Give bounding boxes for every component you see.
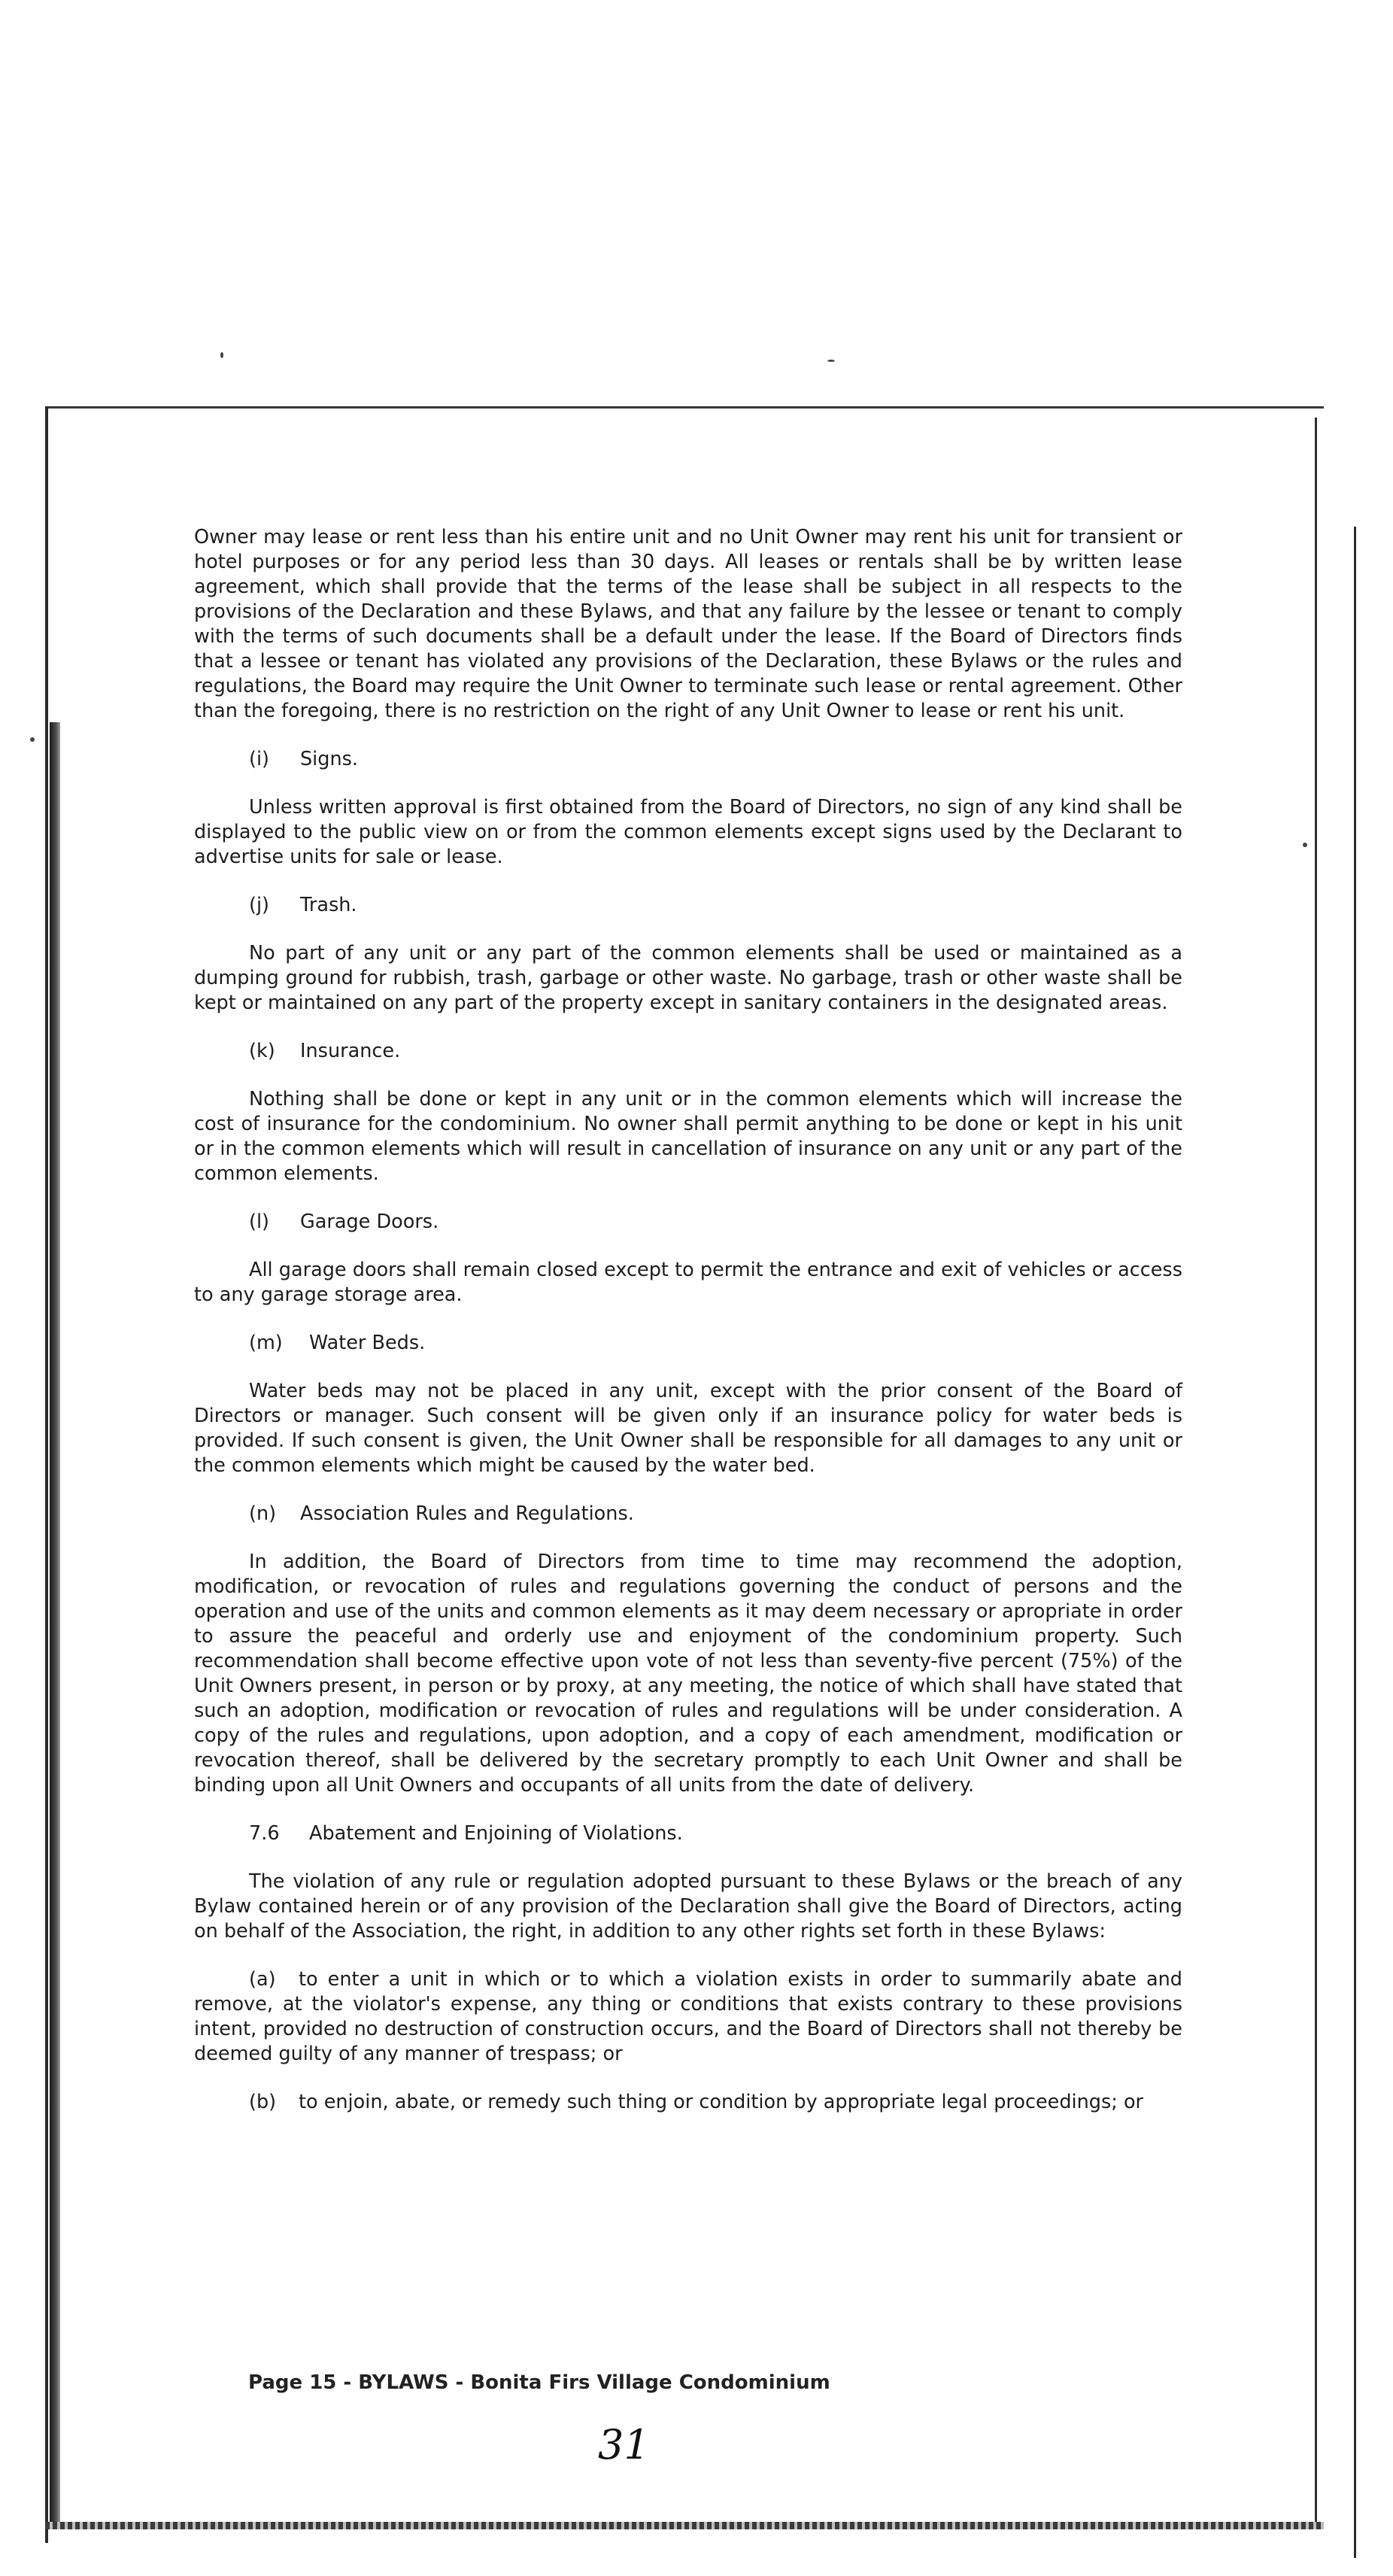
section-title: Association Rules and Regulations. xyxy=(300,1502,634,1525)
section-number: (m) xyxy=(249,1332,283,1354)
scan-edge-right xyxy=(1354,527,1356,2558)
scan-shadow-left xyxy=(50,722,60,2528)
section-title: Abatement and Enjoining of Violations. xyxy=(309,1822,683,1845)
section-body-7-6: The violation of any rule or regulation adopted pursuant to these Bylaws or the breach of any Bylaw contained herein or of any provision of the Declaration shall give the Board of Directors, acting on behalf of the Association, the right, in addition to any other rights set forth in these Bylaws: xyxy=(194,1870,1182,1943)
section-body-signs: Unless written approval is first obtained from the Board of Directors, no sign of any kind shall be displayed to the public view on or from the common elements except signs used by the Declarant to advertise units for sale or lease. xyxy=(194,796,1182,868)
page-footer: Page 15 - BYLAWS - Bonita Firs Village Condominium xyxy=(248,2371,830,2394)
section-heading-signs xyxy=(249,747,1182,772)
section-body-water-beds: Water beds may not be placed in any unit, except with the prior consent of the Board of Directors or manager. Such consent will be given only if an insurance policy for water beds is provided. If such consent is given, the Unit Owner shall be responsible for all damages to any unit or the common elements which might be caused by the water bed. xyxy=(194,1380,1182,1477)
section-number: (n) xyxy=(249,1502,277,1525)
section-number: (i) xyxy=(249,748,269,770)
list-item-text: to enter a unit in which or to which a violation exists in order to summarily abate and remove, at the violator's expense, any thing or conditions that exists contrary to these provisions intent, provided no destruction of construction occurs, and the Board of Directors shall not thereby be deemed guilty of any manner of trespass; or xyxy=(194,1968,1182,2065)
list-item-label: (a) xyxy=(249,1968,276,1991)
list-item xyxy=(194,2090,1182,2115)
scan-speck xyxy=(220,352,223,358)
document-body xyxy=(194,525,1182,2138)
scan-speck xyxy=(1303,843,1307,847)
section-heading-trash xyxy=(249,893,1182,918)
section-number: (j) xyxy=(249,894,269,916)
section-heading-7-6 xyxy=(249,1821,1182,1846)
page-border-bottom xyxy=(45,2522,1324,2529)
section-title: Trash. xyxy=(300,894,357,916)
section-body-association-rules: In addition, the Board of Directors from time to time may recommend the adoption, modification, or revocation of rules and regulations governing the conduct of persons and the operation and use of the units and common elements as it may deem necessary or apropriate in order to assure the peaceful and orderly use and enjoyment of the condominium property. Such recommendation shall become effective upon vote of not less than seventy-five percent (75%) of the Unit Owners present, in person or by proxy, at any meeting, the notice of which shall have stated that such an adoption, modification or revocation of rules and regulations will be under consideration. A copy of the rules and regulations, upon adoption, and a copy of each amendment, modification or revocation thereof, shall be delivered by the secretary promptly to each Unit Owner and shall be binding upon all Unit Owners and occupants of all units from the date of delivery. xyxy=(194,1551,1182,1797)
scan-speck xyxy=(827,360,835,362)
opening-paragraph: Owner may lease or rent less than his entire unit and no Unit Owner may rent his unit for transient or hotel purposes or for any period less than 30 days. All leases or rentals shall be by written lease agreement, which shall provide that the terms of the lease shall be subject in all respects to the provisions of the Declaration and these Bylaws, and that any failure by the lessee or tenant to comply with the terms of such documents shall be a default under the lease. If the Board of Directors finds that a lessee or tenant has violated any provisions of the Declaration, these Bylaws or the rules and regulations, the Board may require the Unit Owner to terminate such lease or rental agreement. Other than the foregoing, there is no restriction on the right of any Unit Owner to lease or rent his unit. xyxy=(194,526,1182,722)
list-item-text: to enjoin, abate, or remedy such thing or condition by appropriate legal proceedings; or xyxy=(299,2091,1144,2113)
handwritten-page-number: 31 xyxy=(598,2421,650,2468)
section-title: Garage Doors. xyxy=(300,1211,439,1233)
page-border-left xyxy=(45,406,48,2543)
section-number: (l) xyxy=(249,1211,269,1233)
section-body-garage-doors: All garage doors shall remain closed except to permit the entrance and exit of vehicles or access to any garage storage area. xyxy=(194,1259,1182,1306)
section-body-trash: No part of any unit or any part of the common elements shall be used or maintained as a dumping ground for rubbish, trash, garbage or other waste. No garbage, trash or other waste shall be kept or maintained on any part of the property except in sanitary containers in the designated areas. xyxy=(194,942,1182,1014)
section-heading-water-beds xyxy=(249,1331,1182,1356)
section-title: Insurance. xyxy=(300,1040,401,1062)
section-number: (k) xyxy=(249,1040,275,1062)
section-heading-association-rules xyxy=(249,1502,1182,1526)
scan-speck xyxy=(30,737,35,742)
list-item xyxy=(194,1967,1182,2067)
section-title: Signs. xyxy=(300,748,359,770)
section-title: Water Beds. xyxy=(309,1332,426,1354)
page-border-right xyxy=(1315,418,1317,2524)
section-body-insurance: Nothing shall be done or kept in any unit or in the common elements which will increase the cost of insurance for the condominium. No owner shall permit anything to be done or kept in his unit or in the common elements which will result in cancellation of insurance on any unit or any part of the common elements. xyxy=(194,1088,1182,1185)
section-number: 7.6 xyxy=(249,1822,280,1845)
list-item-label: (b) xyxy=(249,2091,277,2113)
page-border-top xyxy=(45,406,1324,409)
section-heading-garage-doors xyxy=(249,1210,1182,1235)
section-heading-insurance xyxy=(249,1039,1182,1064)
